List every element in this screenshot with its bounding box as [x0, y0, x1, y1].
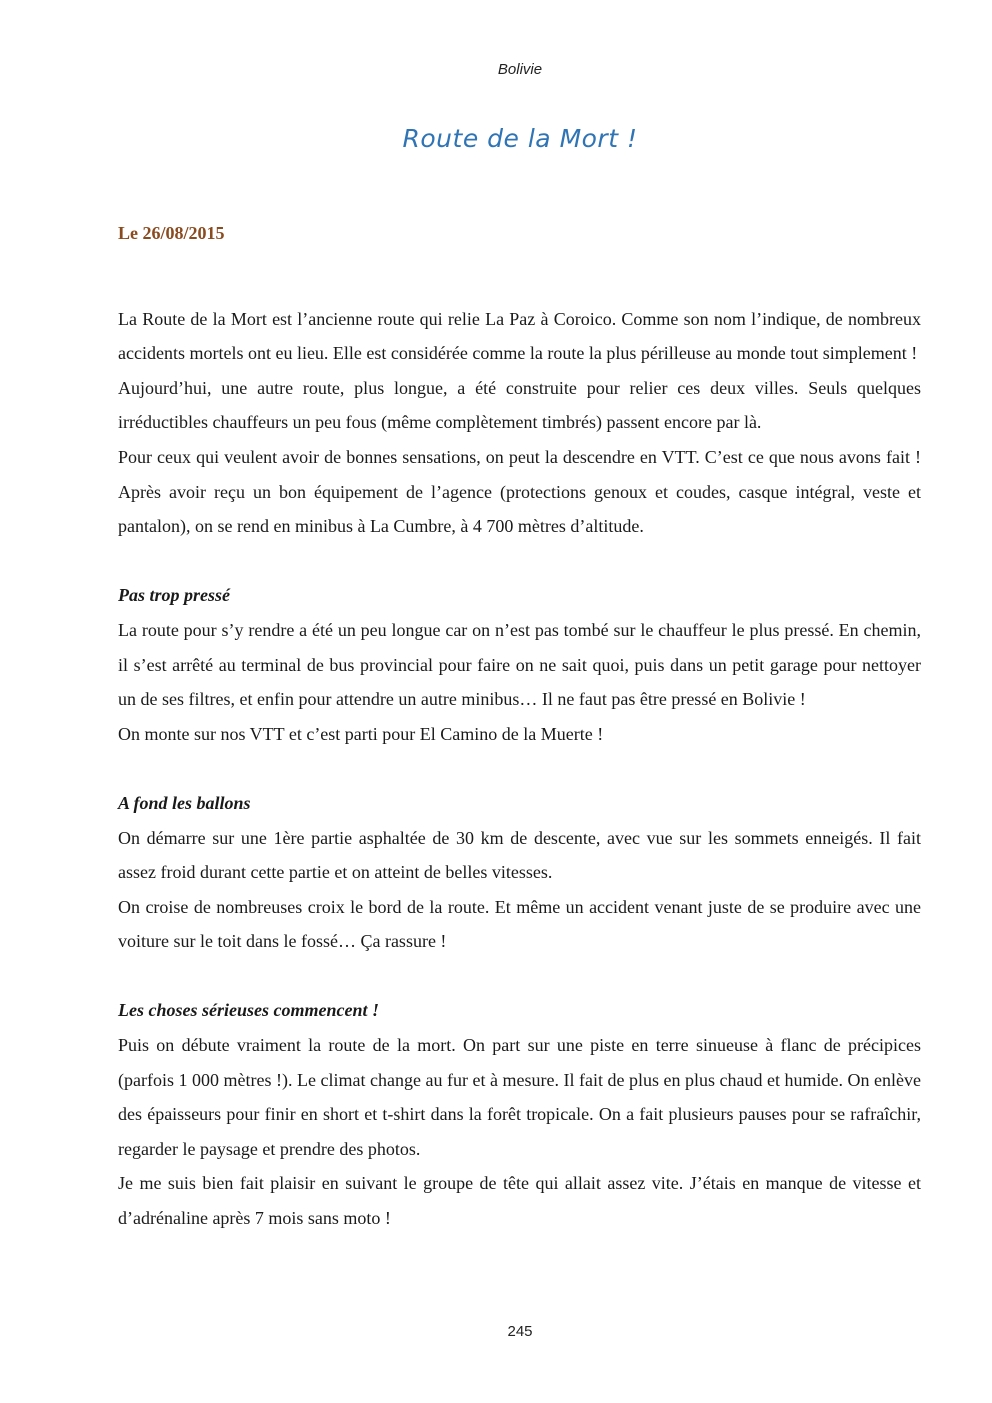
entry-date: Le 26/08/2015 — [118, 223, 225, 243]
running-header: Bolivie — [497, 61, 543, 78]
spacer — [118, 251, 921, 302]
section-heading-pas-trop-presse: Pas trop pressé — [118, 585, 230, 606]
section-1-paragraph-1: La route pour s’y rendre a été un peu longue car on n’est pas tombé sur le chauffeur le plus pressé. En chemin, il s’est arrêté au terminal de bus provincial pour faire on ne sait quoi, puis dans un petit garage pour nettoyer un de ses filtres, et enfin pour attendre un autre minibus… Il ne faut pas être pressé en Bolivie ! — [118, 619, 921, 710]
intro-paragraph-3: Pour ceux qui veulent avoir de bonnes sensations, on peut la descendre en VTT. C’est ce que nous avons fait ! Après avoir reçu un bon équipement de l’agence (protections genoux et coudes, casque intégral, veste et pantalon), on se rend en minibus à La Cumbre, à 4 700 mètres d’altitude. — [118, 446, 921, 537]
spacer — [118, 751, 921, 786]
section-2-paragraph-1: On démarre sur une 1ère partie asphaltée de 30 km de descente, avec vue sur les sommets enneigés. Il fait assez froid durant cette partie et on atteint de belles vitesses. — [118, 827, 921, 883]
section-2-paragraph-2: On croise de nombreuses croix le bord de la route. Et même un accident venant juste de se produire avec une voiture sur le toit dans le fossé… Ça rassure ! — [118, 896, 921, 952]
section-heading-les-choses-serieuses: Les choses sérieuses commencent ! — [118, 1000, 379, 1021]
page-number: 245 — [507, 1323, 533, 1340]
section-1-paragraph-2: On monte sur nos VTT et c’est parti pour El Camino de la Muerte ! — [118, 723, 604, 744]
section-3-paragraph-2: Je me suis bien fait plaisir en suivant le groupe de tête qui allait assez vite. J’étais en manque de vitesse et d’adrénaline après 7 mois sans moto ! — [118, 1173, 921, 1229]
spacer — [118, 959, 921, 994]
spacer — [118, 544, 921, 579]
section-3-paragraph-1: Puis on débute vraiment la route de la mort. On part sur une piste en terre sinueuse à flanc de précipices (parfois 1 000 mètres !). Le climat change au fur et à mesure. Il fait de plus en plus chaud et humide. On enlève des épaisseurs pour finir en short et t-shirt dans la forêt tropicale. On a fait plusieurs pauses pour se rafraîchir, regarder le paysage et prendre des photos. — [118, 1035, 921, 1159]
section-heading-a-fond-les-ballons: A fond les ballons — [118, 792, 251, 813]
page-title: Route de la Mort ! — [402, 124, 638, 153]
document-body — [118, 216, 921, 1236]
intro-paragraph-2: Aujourd’hui, une autre route, plus longue, a été construite pour relier ces deux villes. Seuls quelques irréductibles chauffeurs un peu fous (même complètement timbrés) passent encore par là. — [118, 377, 921, 433]
intro-paragraph-1: La Route de la Mort est l’ancienne route qui relie La Paz à Coroico. Comme son nom l’indique, de nombreux accidents mortels ont eu lieu. Elle est considérée comme la route la plus périlleuse au monde tout simplement ! — [118, 308, 921, 364]
